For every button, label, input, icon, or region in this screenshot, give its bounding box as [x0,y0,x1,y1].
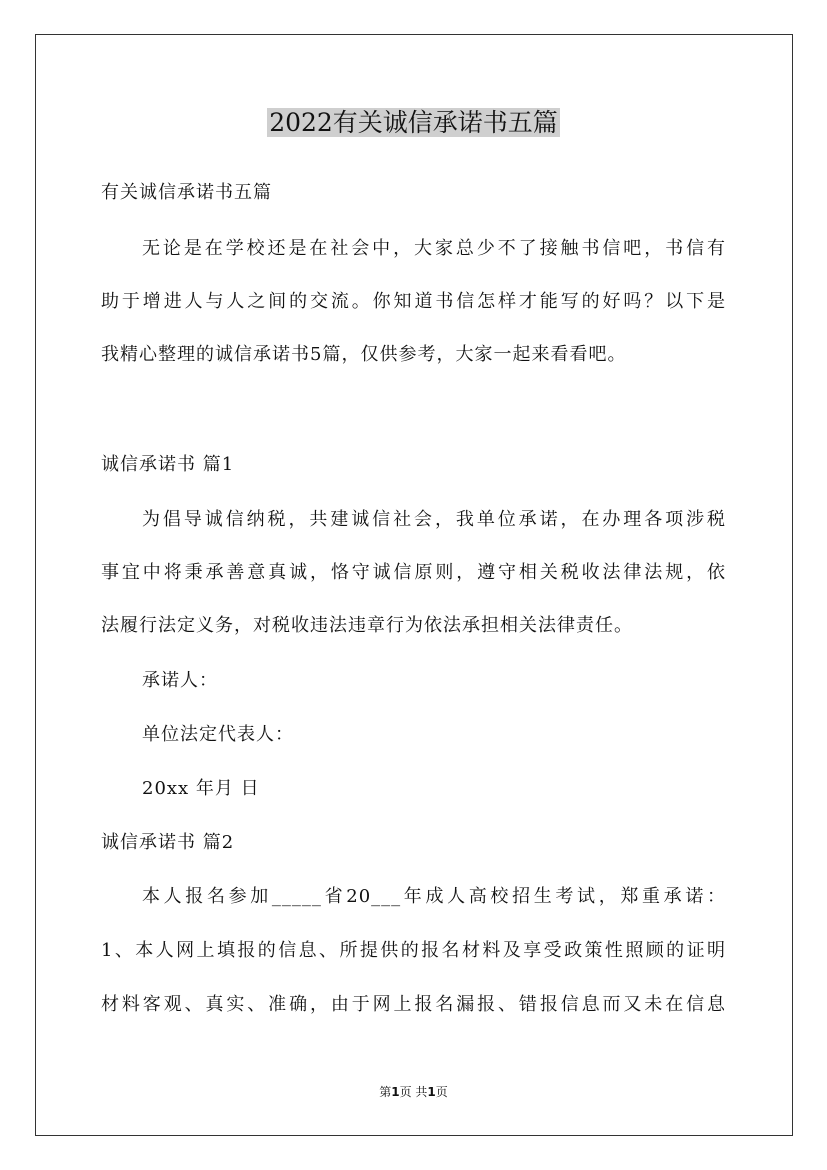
section2-body-line-3: 材料客观、真实、准确，由于网上报名漏报、错报信息而又未在信息 [101,994,726,1015]
footer-total-pages: 1 [427,1085,436,1099]
document-title-text: 2022有关诚信承诺书五篇 [269,108,558,137]
section1-body-line-1: 为倡导诚信纳税，共建诚信社会，我单位承诺，在办理各项涉税 [142,509,726,530]
intro-line-1: 无论是在学校还是在社会中，大家总少不了接触书信吧，书信有 [142,238,726,259]
promiser-label: 承诺人： [142,670,218,691]
document-title [0,103,827,143]
footer-prefix: 第 [379,1085,392,1099]
intro-line-3: 我精心整理的诚信承诺书5篇，仅供参考，大家一起来看看吧。 [101,344,627,365]
section2-heading: 诚信承诺书 篇2 [101,832,235,853]
intro-line-2: 助于增进人与人之间的交流。你知道书信怎样才能写的好吗？以下是 [101,291,726,312]
page-footer [0,1083,827,1101]
section1-body-line-3: 法履行法定义务，对税收违法违章行为依法承担相关法律责任。 [101,615,633,636]
section1-body-line-2: 事宜中将秉承善意真诚，恪守诚信原则，遵守相关税收法律法规，依 [101,562,726,583]
date-line: 20xx 年月 日 [142,778,260,799]
footer-mid: 页 共 [399,1085,428,1099]
section2-body-line-2: 1、本人网上填报的信息、所提供的报名材料及享受政策性照顾的证明 [101,940,726,961]
footer-page-number: 1 [391,1085,400,1099]
footer-suffix: 页 [435,1085,448,1099]
section2-body-line-1: 本人报名参加_____省20___年成人高校招生考试，郑重承诺： [142,886,726,907]
representative-label: 单位法定代表人： [142,724,294,745]
document-subtitle: 有关诚信承诺书五篇 [101,182,272,203]
section1-heading: 诚信承诺书 篇1 [101,454,235,475]
